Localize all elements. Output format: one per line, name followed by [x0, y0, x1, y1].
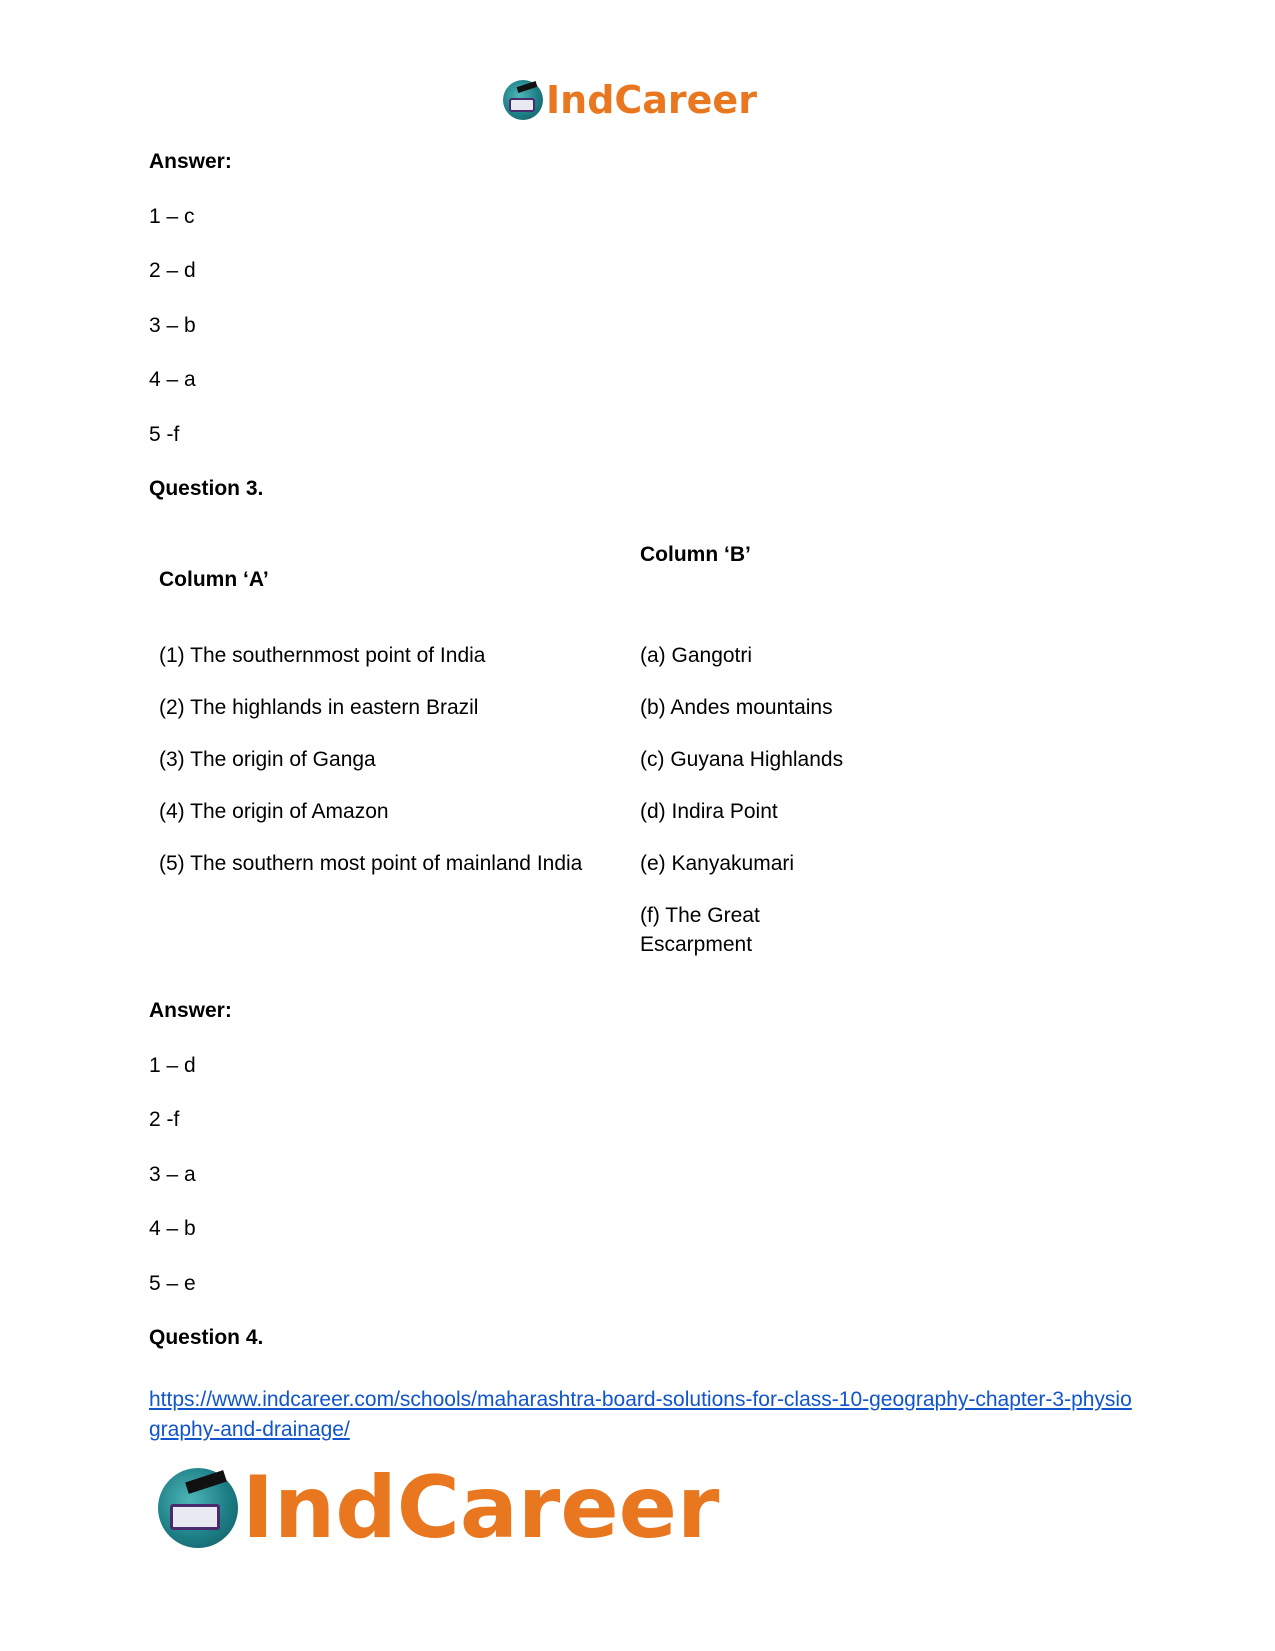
graduation-cap-shape — [517, 81, 538, 93]
answer-heading: Answer: — [149, 150, 232, 173]
answer-item: 4 – b — [149, 1217, 196, 1240]
answer-heading: Answer: — [149, 999, 232, 1022]
answer-item: 3 – b — [149, 314, 196, 337]
footer-logo — [158, 1458, 720, 1558]
answer-item: 3 – a — [149, 1163, 196, 1186]
column-b-item: (c) Guyana Highlands — [640, 748, 844, 771]
answer-item: 1 – c — [149, 205, 195, 228]
column-a-item: (3) The origin of Ganga — [159, 748, 376, 771]
graduation-globe-icon — [503, 80, 543, 120]
column-b-item: (e) Kanyakumari — [640, 852, 795, 875]
column-a-item: (2) The highlands in eastern Brazil — [159, 696, 479, 719]
column-b-item: (d) Indira Point — [640, 800, 778, 823]
source-link[interactable]: https://www.indcareer.com/schools/maharashtra-board-solutions-for-class-10-geography-chapter-3-physiography-and-drainage/ — [149, 1388, 1132, 1441]
column-b-item: (a) Gangotri — [640, 644, 753, 667]
book-shape — [170, 1504, 220, 1530]
column-b-item-continuation: Escarpment — [640, 933, 753, 956]
column-a-item: (4) The origin of Amazon — [159, 800, 389, 823]
graduation-globe-icon — [158, 1468, 238, 1548]
brand-wordmark: IndCareer — [242, 1458, 720, 1558]
answer-item: 2 -f — [149, 1108, 180, 1131]
column-a-header: Column ‘A’ — [159, 568, 269, 591]
answer-item: 1 – d — [149, 1054, 196, 1077]
answer-item: 4 – a — [149, 368, 196, 391]
header-logo — [503, 80, 757, 120]
column-b-item: (f) The Great — [640, 904, 760, 927]
question-heading: Question 4. — [149, 1326, 264, 1349]
answer-item: 2 – d — [149, 259, 196, 282]
column-a-item: (5) The southern most point of mainland India — [159, 852, 583, 875]
answer-item: 5 – e — [149, 1272, 196, 1295]
book-shape — [509, 98, 535, 112]
question-heading: Question 3. — [149, 477, 264, 500]
column-b-item: (b) Andes mountains — [640, 696, 833, 719]
graduation-cap-shape — [185, 1470, 227, 1494]
column-b-header: Column ‘B’ — [640, 543, 751, 566]
brand-wordmark: IndCareer — [546, 78, 757, 122]
answer-item: 5 -f — [149, 423, 180, 446]
column-a-item: (1) The southernmost point of India — [159, 644, 486, 667]
